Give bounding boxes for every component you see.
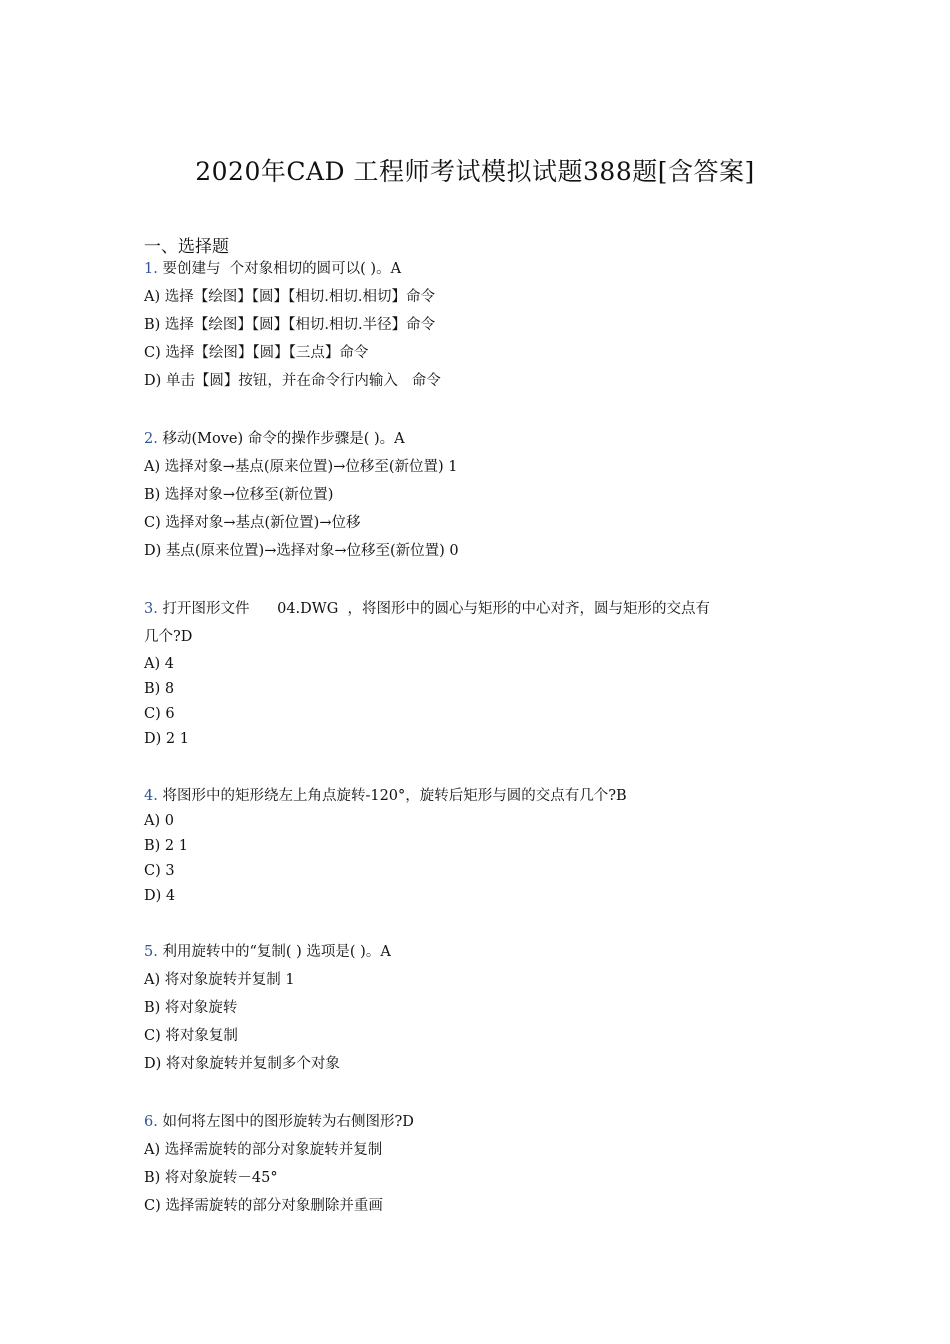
option-d: D) 2 1 xyxy=(144,731,189,747)
question-text: 移动(Move) 命令的操作步骤是( )。A xyxy=(157,431,405,447)
option-c: C) 3 xyxy=(144,863,175,879)
option-c: C) 6 xyxy=(144,706,175,722)
option-b: B) 8 xyxy=(144,681,175,697)
option-b: B) 2 1 xyxy=(144,838,188,854)
question-text: 将图形中的矩形绕左上角点旋转-120°，旋转后矩形与圆的交点有几个?B xyxy=(157,788,627,804)
option-c: C) 将对象复制 xyxy=(144,1028,238,1044)
question-number: 3. xyxy=(144,601,158,617)
option-a: A) 4 xyxy=(144,656,174,672)
option-d: D) 4 xyxy=(144,888,176,904)
question-4-stem xyxy=(144,786,627,806)
question-number: 5. xyxy=(144,944,158,960)
option-c: C) 选择对象→基点(新位置)→位移 xyxy=(144,515,361,531)
question-text: 打开图形文件 04.DWG ，将图形中的圆心与矩形的中心对齐，圆与矩形的交点有 xyxy=(157,601,710,617)
option-c: C) 选择需旋转的部分对象删除并重画 xyxy=(144,1198,383,1214)
question-text: 要创建与 个对象相切的圆可以( )。A xyxy=(157,261,402,277)
option-d: D) 单击【圆】按钮，并在命令行内输入 命令 xyxy=(144,373,441,389)
question-number: 6. xyxy=(144,1114,158,1130)
option-a: A) 选择对象→基点(原来位置)→位移至(新位置) 1 xyxy=(144,459,458,475)
option-d: D) 将对象旋转并复制多个对象 xyxy=(144,1056,340,1072)
option-b: B) 将对象旋转－45° xyxy=(144,1170,278,1186)
question-number: 2. xyxy=(144,431,158,447)
section-heading: 一、选择题 xyxy=(144,237,229,257)
document-title: 2020年CAD 工程师考试模拟试题388题[含答案] xyxy=(195,157,755,186)
option-a: A) 将对象旋转并复制 1 xyxy=(144,972,295,988)
question-5-stem xyxy=(144,942,391,962)
option-b: B) 将对象旋转 xyxy=(144,1000,238,1016)
option-a: A) 0 xyxy=(144,813,174,829)
option-c: C) 选择【绘图】【圆】【三点】命令 xyxy=(144,345,369,361)
option-a: A) 选择需旋转的部分对象旋转并复制 xyxy=(144,1142,383,1158)
option-b: B) 选择【绘图】【圆】【相切.相切.半径】命令 xyxy=(144,317,436,333)
question-1-stem xyxy=(144,259,401,279)
question-3-stem-continued: 几个?D xyxy=(144,629,193,645)
question-6-stem xyxy=(144,1112,414,1132)
question-3-stem xyxy=(144,599,710,619)
option-b: B) 选择对象→位移至(新位置) xyxy=(144,487,334,503)
question-2-stem xyxy=(144,429,405,449)
option-a: A) 选择【绘图】【圆】【相切.相切.相切】命令 xyxy=(144,289,435,305)
question-number: 1. xyxy=(144,261,158,277)
option-d: D) 基点(原来位置)→选择对象→位移至(新位置) 0 xyxy=(144,543,459,559)
question-number: 4. xyxy=(144,788,158,804)
question-text: 如何将左图中的图形旋转为右侧图形?D xyxy=(157,1114,414,1130)
question-text: 利用旋转中的“复制( ) 选项是( )。A xyxy=(157,944,391,960)
